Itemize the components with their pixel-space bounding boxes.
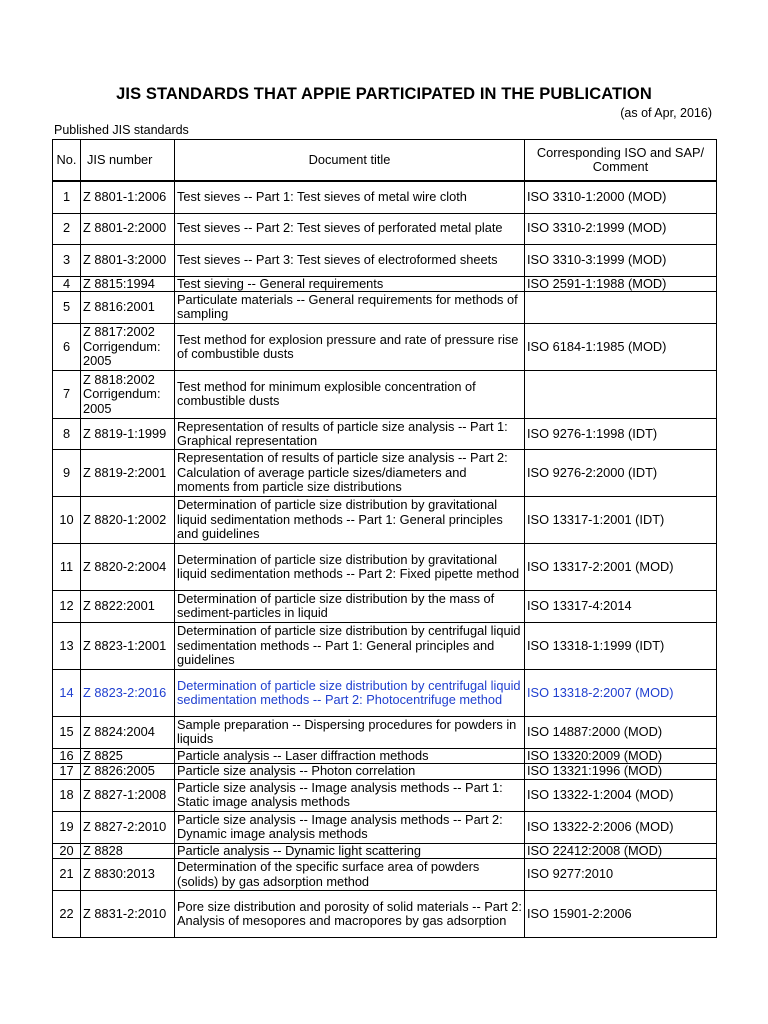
row-document-title: Test sieves -- Part 2: Test sieves of perforated metal plate [175,213,525,244]
row-document-title: Test method for explosion pressure and rate of pressure rise of combustible dusts [175,323,525,370]
table-row [53,291,717,323]
row-iso-comment: ISO 13317-1:2001 (IDT) [525,496,717,543]
table-row [53,213,717,244]
row-iso-comment: ISO 14887:2000 (MOD) [525,716,717,748]
row-jis-number: Z 8823-1:2001 [81,622,175,669]
table-row [53,418,717,449]
table-row [53,891,717,938]
row-jis-number: Z 8830:2013 [81,859,175,891]
row-no: 5 [53,291,81,323]
row-iso-comment: ISO 13317-4:2014 [525,590,717,622]
row-jis-number: Z 8816:2001 [81,291,175,323]
row-document-title: Determination of particle size distribution by centrifugal liquid sedimentation methods -- Part 1: General principles and guidelines [175,622,525,669]
row-iso-comment: ISO 13322-2:2006 (MOD) [525,811,717,843]
row-no: 9 [53,449,81,496]
table-row [53,590,717,622]
row-no: 22 [53,891,81,938]
table-row [53,716,717,748]
row-no: 7 [53,370,81,418]
row-no: 14 [53,669,81,716]
row-document-title: Particle size analysis -- Image analysis methods -- Part 2: Dynamic image analysis methods [175,811,525,843]
row-iso-comment [525,291,717,323]
row-no: 20 [53,843,81,858]
row-iso-comment: ISO 3310-1:2000 (MOD) [525,181,717,213]
row-iso-comment: ISO 13321:1996 (MOD) [525,764,717,779]
row-jis-number: Z 8818:2002 Corrigendum: 2005 [81,370,175,418]
row-no: 16 [53,748,81,763]
row-iso-comment: ISO 6184-1:1985 (MOD) [525,323,717,370]
header-iso-comment: Corresponding ISO and SAP/ Comment [525,140,717,182]
table-row [53,276,717,291]
table-header-row [53,140,717,182]
row-jis-number: Z 8822:2001 [81,590,175,622]
row-no: 11 [53,543,81,590]
table-row [53,859,717,891]
row-document-title: Particle size analysis -- Photon correlation [175,764,525,779]
row-iso-comment: ISO 3310-2:1999 (MOD) [525,213,717,244]
table-row [53,181,717,213]
row-iso-comment: ISO 9276-2:2000 (IDT) [525,449,717,496]
row-no: 4 [53,276,81,291]
as-of-date: (as of Apr, 2016) [620,106,712,120]
row-no: 3 [53,244,81,276]
row-no: 13 [53,622,81,669]
row-iso-comment: ISO 9276-1:1998 (IDT) [525,418,717,449]
row-iso-comment: ISO 13318-2:2007 (MOD) [525,669,717,716]
row-jis-number: Z 8815:1994 [81,276,175,291]
header-jis-number: JIS number [81,140,175,182]
row-document-title: Test method for minimum explosible concentration of combustible dusts [175,370,525,418]
table-row [53,622,717,669]
row-jis-number: Z 8826:2005 [81,764,175,779]
row-no: 19 [53,811,81,843]
row-document-title: Determination of particle size distribution by centrifugal liquid sedimentation methods -- Part 2: Photocentrifuge method [175,669,525,716]
jis-standards-table [52,139,717,938]
row-document-title: Particulate materials -- General requirements for methods of sampling [175,291,525,323]
row-iso-comment: ISO 9277:2010 [525,859,717,891]
row-document-title: Representation of results of particle size analysis -- Part 1: Graphical representation [175,418,525,449]
table-row [53,779,717,811]
row-jis-number: Z 8820-2:2004 [81,543,175,590]
row-iso-comment: ISO 2591-1:1988 (MOD) [525,276,717,291]
row-jis-number: Z 8819-1:1999 [81,418,175,449]
row-jis-number: Z 8801-1:2006 [81,181,175,213]
row-document-title: Test sieves -- Part 3: Test sieves of electroformed sheets [175,244,525,276]
row-iso-comment: ISO 15901-2:2006 [525,891,717,938]
table-row [53,370,717,418]
row-jis-number: Z 8828 [81,843,175,858]
row-document-title: Particle size analysis -- Image analysis methods -- Part 1: Static image analysis methods [175,779,525,811]
row-no: 18 [53,779,81,811]
row-document-title: Test sieving -- General requirements [175,276,525,291]
row-iso-comment: ISO 3310-3:1999 (MOD) [525,244,717,276]
row-document-title: Determination of particle size distribution by gravitational liquid sedimentation methods -- Part 2: Fixed pipette method [175,543,525,590]
row-document-title: Determination of the specific surface area of powders (solids) by gas adsorption method [175,859,525,891]
row-iso-comment [525,370,717,418]
row-jis-number: Z 8827-2:2010 [81,811,175,843]
table-row [53,244,717,276]
row-jis-number: Z 8824:2004 [81,716,175,748]
row-document-title: Test sieves -- Part 1: Test sieves of metal wire cloth [175,181,525,213]
row-jis-number: Z 8819-2:2001 [81,449,175,496]
row-document-title: Particle analysis -- Laser diffraction methods [175,748,525,763]
row-jis-number: Z 8831-2:2010 [81,891,175,938]
header-document-title: Document title [175,140,525,182]
row-jis-number: Z 8801-3:2000 [81,244,175,276]
row-document-title: Determination of particle size distribution by gravitational liquid sedimentation methods -- Part 1: General principles and guidelines [175,496,525,543]
row-jis-number: Z 8827-1:2008 [81,779,175,811]
row-iso-comment: ISO 13318-1:1999 (IDT) [525,622,717,669]
table-row [53,496,717,543]
row-document-title: Sample preparation -- Dispersing procedures for powders in liquids [175,716,525,748]
row-jis-number: Z 8820-1:2002 [81,496,175,543]
row-iso-comment: ISO 13320:2009 (MOD) [525,748,717,763]
row-no: 15 [53,716,81,748]
table-row [53,323,717,370]
table-row [53,764,717,779]
row-no: 10 [53,496,81,543]
row-jis-number: Z 8817:2002 Corrigendum: 2005 [81,323,175,370]
row-jis-number: Z 8823-2:2016 [81,669,175,716]
row-document-title: Representation of results of particle size analysis -- Part 2: Calculation of average particle sizes/diameters and moments from particle size distributions [175,449,525,496]
row-no: 21 [53,859,81,891]
row-iso-comment: ISO 22412:2008 (MOD) [525,843,717,858]
row-document-title: Determination of particle size distribution by the mass of sediment-particles in liquid [175,590,525,622]
row-no: 12 [53,590,81,622]
row-no: 17 [53,764,81,779]
table-row [53,449,717,496]
page-title: JIS STANDARDS THAT APPIE PARTICIPATED IN THE PUBLICATION [116,85,652,103]
table-row [53,543,717,590]
row-no: 1 [53,181,81,213]
section-subtitle: Published JIS standards [54,123,189,137]
row-document-title: Particle analysis -- Dynamic light scattering [175,843,525,858]
row-jis-number: Z 8801-2:2000 [81,213,175,244]
table-row [53,748,717,763]
row-document-title: Pore size distribution and porosity of solid materials -- Part 2: Analysis of mesopores and macropores by gas adsorption [175,891,525,938]
row-jis-number: Z 8825 [81,748,175,763]
table-row-highlighted [53,669,717,716]
row-no: 6 [53,323,81,370]
table-row [53,843,717,858]
row-iso-comment: ISO 13322-1:2004 (MOD) [525,779,717,811]
row-no: 8 [53,418,81,449]
row-iso-comment: ISO 13317-2:2001 (MOD) [525,543,717,590]
table-row [53,811,717,843]
header-no: No. [53,140,81,182]
row-no: 2 [53,213,81,244]
